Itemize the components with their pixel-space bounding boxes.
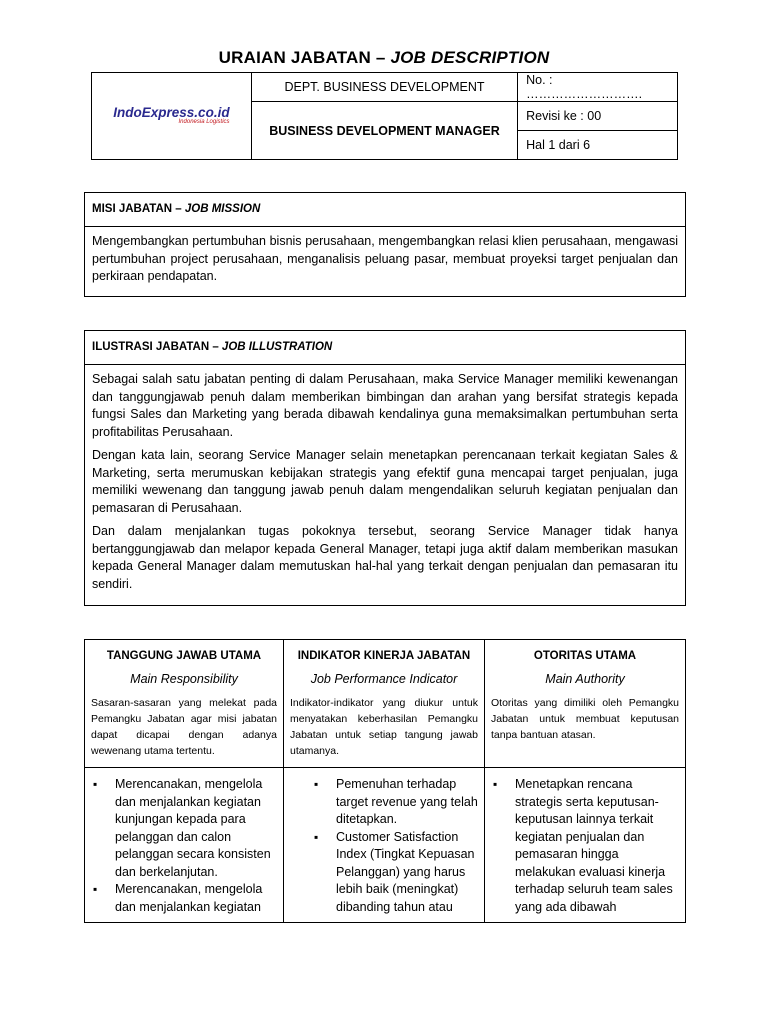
column-title: TANGGUNG JAWAB UTAMA <box>106 650 262 662</box>
main-authority-header <box>485 640 686 768</box>
page-info-cell: Hal 1 dari 6 <box>518 131 678 160</box>
main-authority-list <box>485 768 686 923</box>
logo-tagline: Indonesia Logistics <box>178 119 230 126</box>
job-mission-heading: MISI JABATAN – JOB MISSION <box>85 193 685 227</box>
job-mission-section <box>84 192 686 297</box>
revision-cell: Revisi ke : 00 <box>518 102 678 131</box>
list-item: ▪ Menetapkan rencana strategis serta keputusan-keputusan lainnya terkait kegiatan penjualan dan pemasaran hingga melakukan evaluasi kinerja terhadap seluruh team sales yang ada dibawah <box>491 776 679 916</box>
list-item: ▪ Merencanakan, mengelola dan menjalankan kegiatan <box>91 881 277 916</box>
responsibility-table <box>84 639 686 923</box>
illustration-paragraph: Dengan kata lain, seorang Service Manager selain menetapkan perencanaan terkait kegiatan Sales & Marketing, serta merumuskan kebijakan strategis yang efektif guna mencapai target penjualan, juga memiliki wewenang dan tanggung jawab penuh dalam mengendalikan seluruh kegiatan penjualan dan pemasaran di Perusahaan. <box>92 448 678 515</box>
job-illustration-heading: ILUSTRASI JABATAN – JOB ILLUSTRATION <box>85 331 685 365</box>
column-subtitle: Job Performance Indicator <box>310 672 458 686</box>
performance-indicator-header <box>284 640 485 768</box>
illustration-paragraph: Sebagai salah satu jabatan penting di dalam Perusahaan, maka Service Manager memiliki kewenangan dan tanggungjawab penuh dalam memberikan bimbingan dan arahan yang bersifat strategis kepada fungsi Sales dan Marketing yang berada dibawah kendalinya guna memaksimalkan pertumbuhan serta profitabilitas Perusahaan. <box>92 372 678 439</box>
list-item: ▪ Merencanakan, mengelola dan menjalankan kegiatan kunjungan kepada para pelanggan dan calon pelanggan secara konsisten dan berkelanjutan. <box>91 776 277 881</box>
doc-number-cell: No. : ………………………. <box>518 73 678 102</box>
company-logo <box>113 106 229 126</box>
column-description: Otoritas yang dimiliki oleh Pemangku Jabatan untuk membuat keputusan tanpa bantuan atasan. <box>491 697 679 741</box>
column-description: Sasaran-sasaran yang melekat pada Pemangku Jabatan agar misi jabatan dapat dicapai dengan adanya wewenang utama tertentu. <box>91 697 277 757</box>
document-header-table <box>91 72 678 160</box>
illustration-paragraph: Dan dalam menjalankan tugas pokoknya tersebut, seorang Service Manager tidak hanya bertanggungjawab dan melapor kepada General Manager, tetapi juga aktif dalam memberikan masukan kepada General Manager dalam memutuskan hal-hal yang terkait dengan penjualan dan pemasaran itu sendiri. <box>92 524 678 591</box>
list-item: ▪ Pemenuhan terhadap target revenue yang telah ditetapkan. <box>312 776 478 829</box>
position-cell: BUSINESS DEVELOPMENT MANAGER <box>251 102 517 160</box>
job-illustration-text <box>85 365 685 599</box>
column-title: INDIKATOR KINERJA JABATAN <box>297 650 471 662</box>
performance-indicator-list <box>284 768 485 923</box>
job-mission-text: Mengembangkan pertumbuhan bisnis perusahaan, mengembangkan relasi klien perusahaan, mengawasi pertumbuhan project perusahaan, menganalisis peluang pasar, membuat proyeksi target penjualan dan perkiraan pendapatan. <box>92 234 678 283</box>
column-subtitle: Main Responsibility <box>130 672 238 686</box>
column-description: Indikator-indikator yang diukur untuk menyatakan keberhasilan Pemangku Jabatan untuk setiap tangung jawab utamanya. <box>290 697 478 757</box>
main-responsibility-list <box>85 768 284 923</box>
list-item: ▪ Customer Satisfaction Index (Tingkat Kepuasan Pelanggan) yang harus lebih baik (meningkat) dibanding tahun atau <box>312 829 478 917</box>
department-cell: DEPT. BUSINESS DEVELOPMENT <box>251 73 517 102</box>
job-illustration-section <box>84 330 686 606</box>
logo-wordmark: IndoExpress.co.id <box>113 104 230 120</box>
page-title: URAIAN JABATAN – JOB DESCRIPTION <box>218 48 550 67</box>
column-subtitle: Main Authority <box>545 672 625 686</box>
logo-cell <box>92 73 252 160</box>
column-title: OTORITAS UTAMA <box>533 650 637 662</box>
main-responsibility-header <box>85 640 284 768</box>
